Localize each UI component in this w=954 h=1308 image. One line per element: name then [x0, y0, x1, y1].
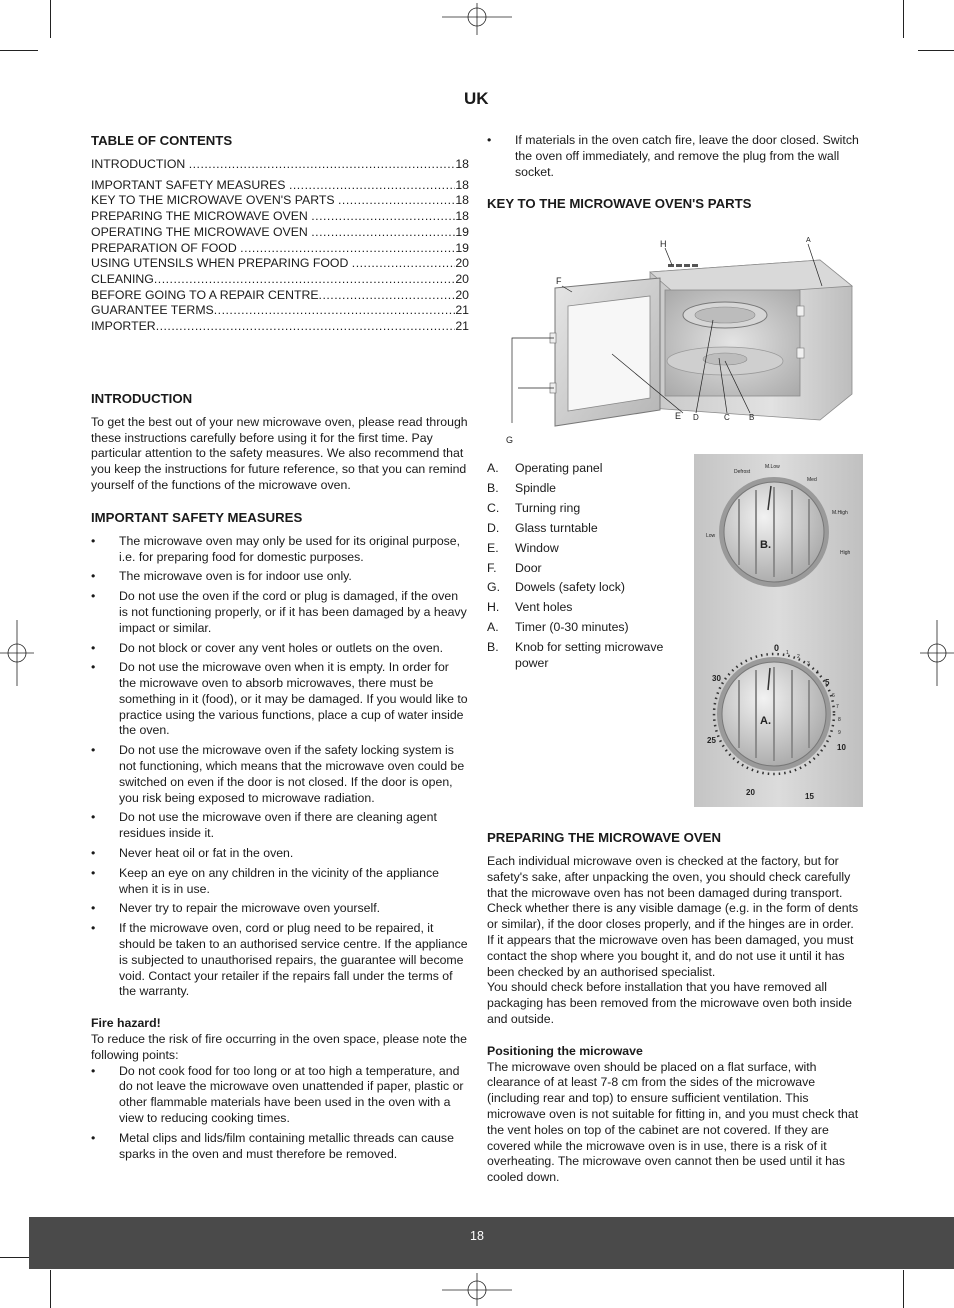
safety-item: • Do not block or cover any vent holes or outlets on the oven. [91, 641, 469, 657]
toc-title: TABLE OF CONTENTS [91, 133, 233, 148]
power-label: Med [807, 477, 817, 483]
prep-text: You should check before installation that you have removed all packaging has been removed from the microwave oven both inside and outside. [487, 980, 853, 1026]
timer-label: 10 [837, 743, 846, 752]
fire-item: • Metal clips and lids/film containing metallic threads can cause sparks in the oven and must therefore be removed. [91, 1131, 469, 1163]
label-d: D [693, 413, 699, 422]
safety-item: • Never try to repair the microwave oven yourself. [91, 901, 469, 917]
safety-item: • Do not use the microwave oven when it is empty. In order for the microwave oven to absorb microwaves, there must be something in it (food), or it may be damaged. If you would like to practice using the various functions, place a cup of water inside the oven. [91, 660, 469, 739]
safety-item: • Never heat oil or fat in the oven. [91, 846, 469, 862]
crop-mark [903, 1270, 904, 1308]
part-item: C. Turning ring [487, 500, 581, 515]
safety-item: • Do not use the microwave oven if the safety locking system is not functioning, which means that the microwave oven could be switched on even if the door is not closed. If the door is open, you risk being exposed to microwave radiation. [91, 743, 469, 806]
footer-bar [29, 1217, 954, 1269]
key-title: KEY TO THE MICROWAVE OVEN'S PARTS [487, 196, 752, 212]
timer-label: 9 [838, 730, 841, 736]
positioning-text: The microwave oven should be placed on a flat surface, with clearance of at least 7-8 cm from the sides of the microwave (including rear and top) to ensure sufficient ventilation. This microwave oven is not suitable for fitting in, and you must check that the vent holes on top of the cabinet are not covered. If they are covered while the microwave oven is in use, there is a risk of it overheating. The microwave oven cannot then be used until it has cooled down. [487, 1059, 859, 1185]
fire-list [91, 1064, 469, 1163]
crop-mark [918, 50, 954, 51]
part-item: D. Glass turntable [487, 520, 598, 535]
label-e: E [675, 411, 682, 421]
safety-list [91, 534, 469, 1001]
prep-title: PREPARING THE MICROWAVE OVEN [487, 830, 721, 845]
power-label: M.Low [765, 464, 780, 470]
parts-list [487, 459, 687, 672]
registration-mark [442, 1272, 512, 1308]
label-g: G [506, 435, 514, 445]
toc-item[interactable]: USING UTENSILS WHEN PREPARING FOOD ..... 20 [91, 256, 469, 272]
intro-text: To get the best out of your new microwave oven, please read through these instructions carefully before using it for the first time. Pay particular attention to the safety measures. We also recommend that you keep the instructions for future reference, so that you can remind yourself of the functions of the microwave oven. [91, 414, 468, 492]
power-label: M.High [832, 510, 848, 516]
language-tag: UK [464, 89, 489, 108]
part-item: H. Vent holes [487, 600, 573, 615]
timer-knob-label: A. [760, 715, 771, 727]
registration-mark [0, 620, 36, 686]
timer-label: 7 [836, 704, 839, 710]
safety-item: • If the microwave oven, cord or plug need to be repaired, it should be taken to an authorised service centre. If the appliance is subjected to unauthorised repairs, the guarantee will become void. Contact your retailer if the repairs fall under the terms of the warranty. [91, 921, 469, 1000]
power-label: High [840, 550, 851, 556]
part-item: B. Spindle [487, 480, 557, 495]
timer-label: 4 [816, 670, 819, 676]
toc-item[interactable]: INTRODUCTION ..... 18 [91, 157, 469, 173]
microwave-oven-diagram [500, 228, 865, 450]
part-item: E. Window [487, 540, 559, 555]
registration-mark [918, 620, 954, 686]
toc-item[interactable]: PREPARATION OF FOOD ..... 19 [91, 241, 469, 257]
part-item: G. Dowels (safety lock) [487, 580, 626, 595]
timer-label: 0 [774, 643, 780, 653]
registration-mark [442, 0, 512, 36]
safety-title: IMPORTANT SAFETY MEASURES [91, 509, 303, 525]
label-f: F [556, 276, 562, 286]
power-knob-label: B. [760, 539, 771, 551]
toc-item[interactable]: GUARANTEE TERMS ..... 21 [91, 303, 469, 319]
safety-item: • The microwave oven may only be used for its original purpose, i.e. for preparing food for domestic purposes. [91, 534, 469, 566]
timer-label: 6 [832, 693, 835, 699]
toc-item[interactable]: BEFORE GOING TO A REPAIR CENTRE ..... 20 [91, 288, 469, 304]
fire-list-continued [487, 133, 865, 180]
toc-item[interactable]: OPERATING THE MICROWAVE OVEN ..... 19 [91, 225, 469, 241]
toc-item[interactable]: IMPORTER ..... 21 [91, 319, 469, 335]
right-column [487, 133, 865, 220]
toc-item[interactable]: IMPORTANT SAFETY MEASURES ..... 18 [91, 178, 469, 194]
toc-list [91, 157, 469, 335]
crop-mark [50, 0, 51, 38]
timer-label: 5 [825, 678, 830, 687]
positioning-title: Positioning the microwave [487, 1043, 643, 1058]
timer-label: 8 [838, 717, 841, 723]
page-number: 18 [470, 1229, 484, 1243]
part-item: F. Door [487, 560, 542, 575]
toc-item[interactable]: CLEANING ..... 20 [91, 272, 469, 288]
safety-item: • Do not use the microwave oven if there are cleaning agent residues inside it. [91, 810, 469, 842]
crop-mark [0, 50, 38, 51]
timer-label: 2 [797, 654, 800, 660]
toc-item[interactable]: KEY TO THE MICROWAVE OVEN'S PARTS ..... 18 [91, 193, 469, 209]
fire-item: • If materials in the oven catch fire, leave the door closed. Switch the oven off immediately, and remove the plug from the wall socket. [487, 133, 865, 180]
part-item: A. Operating panel [487, 461, 603, 475]
power-label: Defrost [734, 469, 751, 475]
left-column [91, 133, 469, 1166]
intro-title: INTRODUCTION [91, 390, 193, 406]
toc-item[interactable]: PREPARING THE MICROWAVE OVEN ..... 18 [91, 209, 469, 225]
label-c: C [724, 413, 730, 422]
safety-item: • Keep an eye on any children in the vicinity of the appliance when it is in use. [91, 866, 469, 898]
crop-mark [0, 1257, 30, 1258]
timer-label: 15 [805, 792, 814, 801]
part-item: B. Knob for setting microwave power [487, 640, 664, 670]
crop-mark [50, 1270, 51, 1308]
timer-label: 1 [786, 650, 789, 656]
label-b: B [749, 413, 755, 422]
power-label: Low [706, 533, 716, 539]
timer-label: 30 [712, 674, 721, 683]
control-panel-image [694, 454, 863, 807]
vent-holes-icon [668, 264, 698, 267]
prep-section [487, 830, 863, 1186]
timer-label: 25 [707, 736, 716, 745]
timer-label: 3 [807, 661, 810, 667]
label-a: A [806, 237, 811, 244]
crop-mark [903, 0, 904, 38]
safety-item: • Do not use the oven if the cord or plug is damaged, if the oven is not functioning properly, or if it has been damaged by a heavy impact or similar. [91, 589, 469, 636]
fire-text: To reduce the risk of fire occurring in the oven space, please note the following points: [91, 1032, 467, 1062]
label-h: H [660, 239, 667, 249]
part-item: A. Timer (0-30 minutes) [487, 620, 629, 635]
safety-item: • The microwave oven is for indoor use only. [91, 569, 469, 585]
fire-item: • Do not cook food for too long or at too high a temperature, and do not leave the microwave oven unattended if paper, plastic or other flammable materials have been used in the oven with a view to reducing cooking times. [91, 1064, 469, 1127]
fire-title: Fire hazard! [91, 1016, 161, 1031]
power-knob[interactable] [719, 477, 829, 587]
prep-text: Each individual microwave oven is checked at the factory, but for safety's sake, after unpacking the oven, you should check carefully that the microwave oven has not been damaged during transport. Check whether there is any visible damage (e.g. in the form of dents or similar), if the door closes properly, and if the hinges are in order. If it appears that the microwave oven has been damaged, you must contact the shop where you bought it, and do not use it until it has been checked by an authorised specialist. [487, 854, 859, 979]
timer-label: 20 [746, 788, 755, 797]
